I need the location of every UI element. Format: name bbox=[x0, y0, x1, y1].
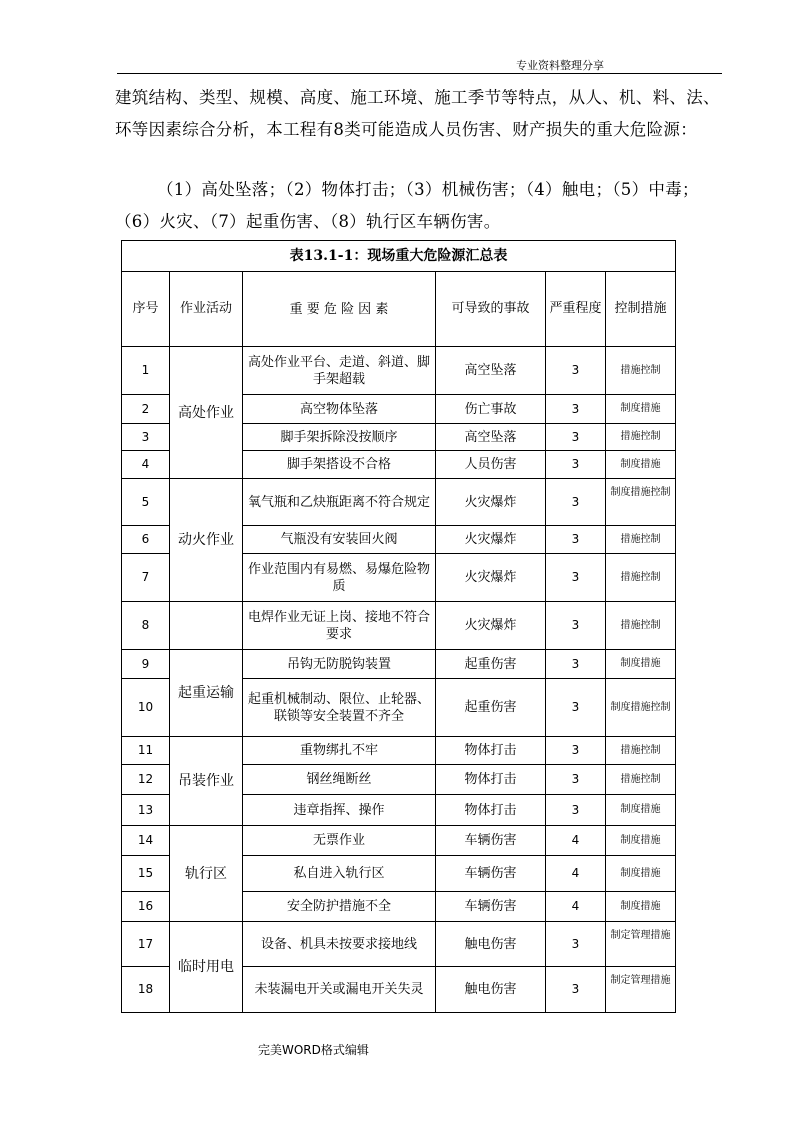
row-number: 16 bbox=[122, 892, 170, 922]
accident-type: 火灾爆炸 bbox=[436, 602, 546, 650]
header-factor: 重 要 危 险 因 素 bbox=[243, 272, 436, 347]
control-measure: 制度措施 bbox=[606, 650, 676, 679]
control-measure: 制度措施 bbox=[606, 892, 676, 922]
header-seq: 序号 bbox=[122, 272, 170, 347]
control-measure: 制度措施 bbox=[606, 795, 676, 826]
hazard-factor: 脚手架搭设不合格 bbox=[243, 451, 436, 479]
table-row bbox=[122, 826, 676, 856]
severity-level: 3 bbox=[546, 526, 606, 554]
accident-type: 物体打击 bbox=[436, 795, 546, 826]
hazard-factor: 安全防护措施不全 bbox=[243, 892, 436, 922]
header-measure: 控制措施 bbox=[606, 272, 676, 347]
control-measure: 制度措施控制 bbox=[606, 479, 676, 526]
severity-level: 3 bbox=[546, 479, 606, 526]
activity-cell: 轨行区 bbox=[170, 826, 243, 922]
control-measure: 措施控制 bbox=[606, 765, 676, 795]
severity-level: 3 bbox=[546, 602, 606, 650]
control-measure: 措施控制 bbox=[606, 526, 676, 554]
control-measure: 制度措施 bbox=[606, 826, 676, 856]
row-number: 13 bbox=[122, 795, 170, 826]
hazard-list-paragraph: （1）高处坠落；（2）物体打击；（3）机械伤害；（4）触电；（5）中毒；（6）火灾、（7）起重伤害、（8）轨行区车辆伤害。 bbox=[115, 180, 699, 231]
hazard-factor: 气瓶没有安装回火阀 bbox=[243, 526, 436, 554]
hazard-factor: 私自进入轨行区 bbox=[243, 856, 436, 892]
hazard-factor: 吊钩无防脱钩装置 bbox=[243, 650, 436, 679]
row-number: 5 bbox=[122, 479, 170, 526]
header-activity: 作业活动 bbox=[170, 272, 243, 347]
activity-cell-empty bbox=[170, 602, 243, 650]
row-number: 7 bbox=[122, 554, 170, 602]
hazard-factor: 电焊作业无证上岗、接地不符合要求 bbox=[243, 602, 436, 650]
page-footer: 完美WORD格式编辑 bbox=[258, 1043, 369, 1057]
table-row bbox=[122, 479, 676, 526]
hazard-factor: 违章指挥、操作 bbox=[243, 795, 436, 826]
hazard-factor: 设备、机具未按要求接地线 bbox=[243, 922, 436, 967]
table-row bbox=[122, 602, 676, 650]
accident-type: 触电伤害 bbox=[436, 922, 546, 967]
control-measure: 制度措施控制 bbox=[606, 679, 676, 737]
row-number: 2 bbox=[122, 395, 170, 424]
severity-level: 4 bbox=[546, 856, 606, 892]
hazard-factor: 脚手架拆除没按顺序 bbox=[243, 424, 436, 451]
control-measure: 措施控制 bbox=[606, 554, 676, 602]
page-header: 专业资料整理分享 bbox=[516, 59, 604, 72]
hazard-factor: 重物绑扎不牢 bbox=[243, 737, 436, 765]
activity-cell: 临时用电 bbox=[170, 922, 243, 1013]
row-number: 8 bbox=[122, 602, 170, 650]
accident-type: 高空坠落 bbox=[436, 424, 546, 451]
control-measure: 措施控制 bbox=[606, 347, 676, 395]
header-divider bbox=[117, 73, 722, 74]
table-row bbox=[122, 347, 676, 395]
hazard-factor: 高处作业平台、走道、斜道、脚手架超载 bbox=[243, 347, 436, 395]
table-row bbox=[122, 650, 676, 679]
activity-cell: 吊装作业 bbox=[170, 737, 243, 826]
row-number: 3 bbox=[122, 424, 170, 451]
control-measure: 制度措施 bbox=[606, 451, 676, 479]
control-measure: 制定管理措施 bbox=[606, 922, 676, 967]
severity-level: 3 bbox=[546, 967, 606, 1013]
header-severity: 严重程度 bbox=[546, 272, 606, 347]
accident-type: 伤亡事故 bbox=[436, 395, 546, 424]
hazard-factor: 氧气瓶和乙炔瓶距离不符合规定 bbox=[243, 479, 436, 526]
severity-level: 3 bbox=[546, 650, 606, 679]
row-number: 14 bbox=[122, 826, 170, 856]
row-number: 4 bbox=[122, 451, 170, 479]
row-number: 17 bbox=[122, 922, 170, 967]
accident-type: 车辆伤害 bbox=[436, 892, 546, 922]
activity-cell: 动火作业 bbox=[170, 479, 243, 602]
accident-type: 起重伤害 bbox=[436, 679, 546, 737]
row-number: 1 bbox=[122, 347, 170, 395]
accident-type: 火灾爆炸 bbox=[436, 479, 546, 526]
accident-type: 火灾爆炸 bbox=[436, 526, 546, 554]
row-number: 11 bbox=[122, 737, 170, 765]
severity-level: 4 bbox=[546, 892, 606, 922]
hazard-factor: 无票作业 bbox=[243, 826, 436, 856]
control-measure: 制度措施 bbox=[606, 395, 676, 424]
accident-type: 起重伤害 bbox=[436, 650, 546, 679]
hazard-factor: 钢丝绳断丝 bbox=[243, 765, 436, 795]
hazard-factor: 未装漏电开关或漏电开关失灵 bbox=[243, 967, 436, 1013]
hazard-factor: 起重机械制动、限位、止轮器、联锁等安全装置不齐全 bbox=[243, 679, 436, 737]
row-number: 18 bbox=[122, 967, 170, 1013]
accident-type: 火灾爆炸 bbox=[436, 554, 546, 602]
hazard-factor: 高空物体坠落 bbox=[243, 395, 436, 424]
control-measure: 措施控制 bbox=[606, 737, 676, 765]
table-title: 表13.1-1：现场重大危险源汇总表 bbox=[122, 241, 676, 272]
row-number: 10 bbox=[122, 679, 170, 737]
table-row bbox=[122, 922, 676, 967]
severity-level: 3 bbox=[546, 922, 606, 967]
severity-level: 3 bbox=[546, 737, 606, 765]
control-measure: 制定管理措施 bbox=[606, 967, 676, 1013]
control-measure: 措施控制 bbox=[606, 602, 676, 650]
hazard-summary-table bbox=[121, 240, 676, 1013]
severity-level: 3 bbox=[546, 679, 606, 737]
accident-type: 人员伤害 bbox=[436, 451, 546, 479]
accident-type: 车辆伤害 bbox=[436, 826, 546, 856]
severity-level: 4 bbox=[546, 826, 606, 856]
accident-type: 高空坠落 bbox=[436, 347, 546, 395]
row-number: 9 bbox=[122, 650, 170, 679]
activity-cell: 高处作业 bbox=[170, 347, 243, 479]
accident-type: 车辆伤害 bbox=[436, 856, 546, 892]
severity-level: 3 bbox=[546, 451, 606, 479]
row-number: 15 bbox=[122, 856, 170, 892]
hazard-factor: 作业范围内有易燃、易爆危险物质 bbox=[243, 554, 436, 602]
accident-type: 触电伤害 bbox=[436, 967, 546, 1013]
row-number: 6 bbox=[122, 526, 170, 554]
table-header-row bbox=[122, 272, 676, 347]
row-number: 12 bbox=[122, 765, 170, 795]
severity-level: 3 bbox=[546, 395, 606, 424]
header-accident: 可导致的事故 bbox=[436, 272, 546, 347]
severity-level: 3 bbox=[546, 424, 606, 451]
severity-level: 3 bbox=[546, 795, 606, 826]
severity-level: 3 bbox=[546, 765, 606, 795]
control-measure: 措施控制 bbox=[606, 424, 676, 451]
intro-paragraph: 建筑结构、类型、规模、高度、施工环境、施工季节等特点，从人、机、料、法、环等因素综合分析，本工程有8类可能造成人员伤害、财产损失的重大危险源： bbox=[115, 88, 720, 139]
severity-level: 3 bbox=[546, 554, 606, 602]
table-row bbox=[122, 737, 676, 765]
severity-level: 3 bbox=[546, 347, 606, 395]
accident-type: 物体打击 bbox=[436, 737, 546, 765]
activity-cell: 起重运输 bbox=[170, 650, 243, 737]
accident-type: 物体打击 bbox=[436, 765, 546, 795]
control-measure: 制度措施 bbox=[606, 856, 676, 892]
